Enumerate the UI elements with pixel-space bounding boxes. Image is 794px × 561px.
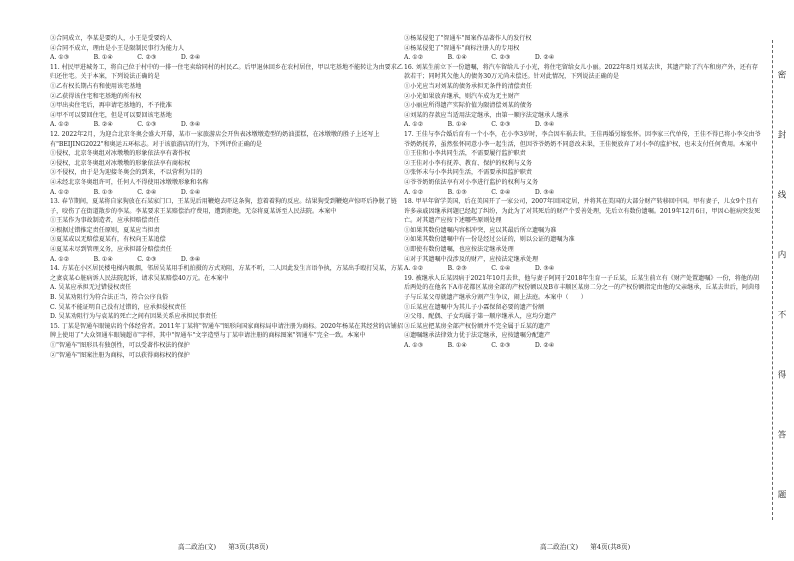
text-line: ④合同不成立，理由是小王是限制民事行为能力人 [50, 44, 185, 52]
text-line: ④刘某的存款应当适用法定继承，由第一顺序法定继承人继承 [404, 111, 569, 119]
text-line: 16. 刘某生前立下一份遗嘱，将汽车留给儿子小光，将住宅留给女儿小丽。2022年8月刘某去世，其遗产除了汽车和房产外，还有存款若干；同时其欠他人的债务30万元尚未偿还。针对此情况，下列说法正确的是 [404, 63, 758, 81]
text-line: ①王某作为事故制造者，应承担赔偿责任 [50, 217, 160, 225]
text-line: ④对于其遗嘱中没涉及的财产，应按法定继承处理 [404, 255, 539, 263]
text-line: ②王佳对小李有抚养、教育、保护的权利与义务 [404, 159, 532, 167]
footer-right [540, 541, 640, 551]
seal-char: 不 [776, 310, 786, 319]
text-line: ③甲出卖住宅后，再申请宅基地的，不予批准 [50, 102, 172, 110]
text-line: ④杨某侵犯了"智通车"商标注册人的专用权 [404, 44, 520, 52]
seal-char: 得 [776, 370, 786, 379]
text-line: A. ①② B. ①③ C. ②④ D. ①④ [50, 188, 201, 196]
text-line: ④遗嘱继承法律效力优于法定继承，应按遗嘱分配遗产 [404, 332, 551, 340]
text-line: ③杨某侵犯了"智通车"图案作品著作人的发行权 [404, 35, 532, 42]
text-line: ③张怀未与小李共同生活，不需要承担监护职责 [404, 169, 532, 177]
text-line: A. ①③ B. ①④ C. ②③ D. ②④ [50, 54, 201, 62]
text-line: 15. 丁某是智通车眼镜店的个体经营者。2011年丁某将"智通车"图形向国家商标局申请注册为商标。2020年杨某在其经营的店铺招牌上使用了"大众智通车眼镜超市"字样，其中"智通车"文字造型与丁某申请注册的商标图案"智通车"完全一致。本案中 [50, 322, 403, 340]
text-line: 18. 甲早年留学美国，后在美国开了一家公司，2007年回国定居，并将其在美国的大部分财产转移回中国。甲有妻子，儿女9个且有许多亲戚因继承问题已经起了纠纷，为此为了对其死后的财产个妥善处理，先后立有数份遗嘱。2019年12月6日，甲因心脏病突发死亡。对其遗产应按下述哪些原则处理 [404, 198, 761, 225]
text-line: ②根据过错推定责任原则，夏某应当担责 [50, 226, 160, 234]
text-line: ④未经北京冬奥组许可，任何人不得使用冰墩墩形象和名称 [50, 178, 209, 186]
text-line: 11. 村民甲进城务工，将自己位于村中的一排一住宅卖给同村的村民乙。后甲退休回乡在农村居住，甲以宅基地不能转让为由要求乙归还住宅。关于本案，下列说法正确的是 [50, 63, 403, 81]
text-line: 17. 王佳与李合婚后育有一个小李，在小李3岁时，李合因车祸去世。王佳再婚另嫁张怀。因李家三代单传，王佳不得已将小李交由爷爷奶奶抚养，虽然张怀同意小李一起生活，但因爷爷奶奶不同意改未果，王佳便放弃了对小李的监护权，也未支付任何费用。本案中 [404, 130, 761, 148]
text-line: ③夏某或以无赔偿夏某有，有权向王某追偿 [50, 236, 166, 244]
text-line: ①"智通车"图形具有独创性，可以受著作权法的保护 [50, 342, 190, 349]
seal-char: 线 [776, 190, 786, 199]
footer-right-page: 第4页(共8页) [590, 543, 631, 551]
seal-char: 题 [776, 490, 786, 499]
text-line: A. ①② B. ①④ C. ②③ D. ③④ [50, 255, 201, 263]
text-line: ①乙有权长期占有和使用该宅基地 [50, 82, 142, 90]
text-line: A. ①③ B. ①④ C. ②③ D. ②④ [404, 342, 555, 349]
text-line: ①丘某应在遗嘱中为其儿子小霖保留必要的遗产份额 [404, 303, 545, 311]
text-line: 13. 春节期间，夏某将自家狗放在石某家门口，王某见后用鞭炮去吓这条狗，惹着着狗的反应。结果狗受到鞭炮声惊吓后挣脱了链子，咬伤了在街道散步的李某。李某要求王某赔偿治疗费用，遭到拒绝，无奈将夏某诉至人民法院。本案中 [50, 198, 397, 215]
page-right-column [404, 34, 762, 351]
text-line: ④夏某未尽到管理义务，应承担部分赔偿责任 [50, 246, 172, 254]
seal-char: 密 [776, 70, 786, 79]
text-line: ①侵权，北京冬奥组对冰墩墩的形象依法享有著作权 [50, 150, 191, 158]
text-line: ③合同成立，李某是要约人，小王是受要约人 [50, 35, 172, 42]
footer-left [178, 541, 278, 551]
text-line: ②侵权，北京冬奥组对冰墩墩的形象依法享有商标权 [50, 159, 191, 167]
text-line: ②如果其数份遗嘱中有一份是经过公证的，则以公证的遗嘱为准 [404, 236, 575, 244]
seal-char: 答 [776, 430, 786, 439]
text-line: ③不侵权，由于是为迎接冬奥会的到来，不以营利为目的 [50, 169, 203, 177]
page-left-column [50, 34, 408, 360]
text-line: A. ①② B. ①④ C. ②③ D. ③④ [404, 121, 555, 129]
text-line: 12. 2022年2月，为迎合北京冬奥会盛大开幕，某市一家旅游店会开售表冰墩墩造型的奶油蛋糕，在冰墩墩的胜子上还写上有"BEIJING2022"和奥运五环标志。对于该旅游店的行为，下列评价正确的是 [50, 130, 380, 148]
footer-left-page: 第3页(共8页) [228, 543, 269, 551]
text-line: ④爷爷奶奶依法享有对小李进行监护的权利与义务 [404, 178, 539, 186]
footer-right-title: 高二政治(文) [540, 543, 579, 551]
text-line: D. 吴某劝阻行为与袁某的死亡之间有因果关系应承担民事责任 [50, 313, 217, 321]
text-line: 14. 方某在小区居民楼电梯内吸烟，邻居吴某用手机拍摄的方式劝阻，方某不听，二人因此发生言语争执，方某出手殴打吴某，方某之妻袁某心脏病诉人民法院起诉，请求吴某赔偿40万元。在本案中 [50, 265, 403, 282]
text-line: ①小光应当对刘某的债务承担无条件的清偿责任 [404, 82, 532, 90]
text-line: ③小丽应所得遗产实际价值为限清偿刘某的债务 [404, 102, 532, 110]
text-line: ①王佳和小李共同生活，不需要履行监护职责 [404, 150, 526, 158]
footer-left-title: 高二政治(文) [178, 543, 217, 551]
text-line: 19. 被继承人丘某因病于2021年10月去世，他与妻子阿同于2018年生育一子丘某，丘某生前立有《财产处置遗嘱》一份，将他的胡后两处的在他名下A市花都区某房全部的产权份额以及B市丰顺区某房二分之一的产权份额指定由他的父亲继承，丘某去世后，阿茵母子与丘某父母就遗产继承分割产生争议，闹上法庭。本案中（ ） [404, 274, 761, 302]
text-line: ③丘某应把某房全部产权份额并不完全属于丘某的遗产 [404, 322, 551, 330]
text-line: ②小光如果放弃继承，则汽车成为无主财产 [404, 92, 520, 100]
seal-line [772, 40, 785, 520]
text-line: C. 吴某不能证明自己没有过错的，应承担侵权责任 [50, 303, 187, 311]
text-line: A. ①② B. ①③ C. ②④ D. ③④ [404, 188, 555, 196]
seal-char: 封 [776, 130, 786, 139]
text-line: A. ①② B. ①④ C. ②③ D. ②④ [404, 54, 555, 62]
text-line: ④甲不可以要回住宅，但是可以要回该宅基地 [50, 111, 172, 119]
text-line: ②父母、配偶、子女均属于第一顺序继承人，应均分遗产 [404, 313, 557, 321]
text-line: A. 吴某应承担无过错侵权责任 [50, 284, 132, 292]
text-line: ②"智通车"图案注册为商标，可以获得商标权的保护 [50, 351, 190, 359]
text-line: ①如果其数份遗嘱内容相冲突，应以其最后所立遗嘱为准 [404, 226, 557, 234]
text-line: ③即使有数份遗嘱，也应按法定继承处理 [404, 246, 514, 254]
text-line: A. ①② B. ②④ C. ①③ D. ③④ [50, 121, 201, 129]
seal-char: 内 [776, 250, 786, 259]
text-line: ②乙获得该住宅和宅基地的所有权 [50, 92, 142, 100]
text-line: A. ①② B. ②③ C. ①④ D. ③④ [404, 265, 555, 273]
text-line: B. 吴某劝阻行为符合法正当，符合公序良俗 [50, 294, 169, 302]
